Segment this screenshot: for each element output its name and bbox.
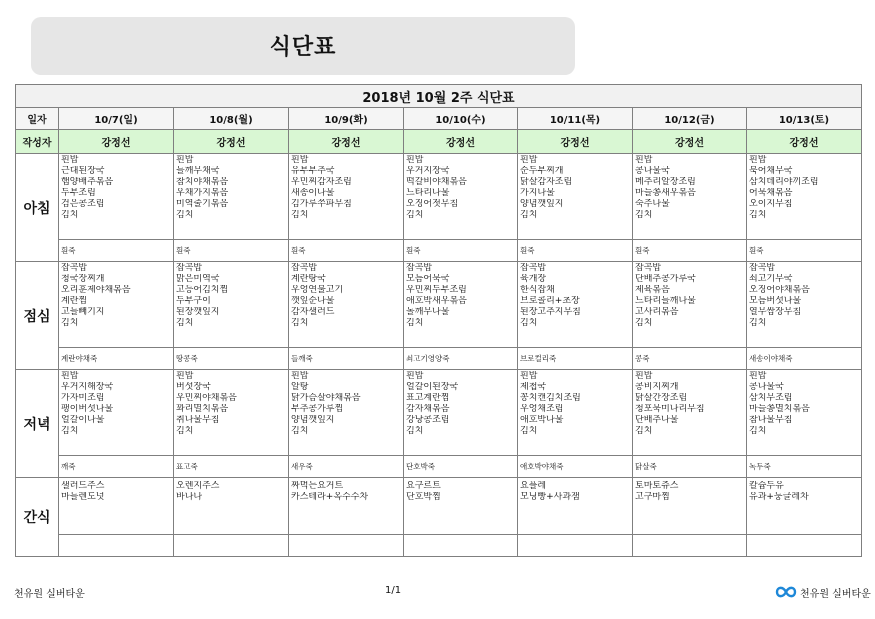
menu-cell xyxy=(59,262,174,348)
menu-item: 꽈리멸치볶음 xyxy=(176,403,229,414)
date-row xyxy=(16,108,862,130)
menu-item: 흰밥 xyxy=(749,371,767,381)
logo-text: 천유원 실버타운 xyxy=(800,588,871,600)
menu-item: 삼치데리야끼조림 xyxy=(749,176,819,187)
porridge-cell: 브로컬리죽 xyxy=(518,348,633,370)
porridge-cell: 흰죽 xyxy=(518,240,633,262)
menu-cell xyxy=(518,262,633,348)
menu-item: 단배추나물 xyxy=(635,414,679,425)
menu-item: 김치 xyxy=(176,209,194,220)
menu-item: 흰밥 xyxy=(520,155,538,165)
date-cell: 10/13(토) xyxy=(747,108,862,130)
menu-item: 알탕 xyxy=(291,381,309,392)
menu-item: 고사리볶음 xyxy=(635,306,679,317)
menu-table xyxy=(15,84,862,557)
menu-item: 된장고추지무침 xyxy=(520,306,581,317)
meal-row xyxy=(16,154,862,240)
menu-item: 두부조림 xyxy=(61,187,96,198)
menu-item: 김치 xyxy=(635,317,653,328)
menu-item: 애호박나물 xyxy=(520,414,564,425)
date-cell: 10/12(금) xyxy=(633,108,747,130)
porridge-cell: 땅콩죽 xyxy=(174,348,289,370)
writer-header: 작성자 xyxy=(16,130,59,154)
porridge-cell: 콩죽 xyxy=(633,348,747,370)
menu-item: 버섯장국 xyxy=(176,381,211,392)
menu-cell xyxy=(59,154,174,240)
menu-item: 흰밥 xyxy=(406,155,424,165)
menu-item: 양념깻잎지 xyxy=(520,198,564,209)
porridge-cell: 계란야채죽 xyxy=(59,348,174,370)
menu-item: 잡곡밥 xyxy=(61,263,88,273)
menu-item: 미역줄기볶음 xyxy=(176,198,229,209)
porridge-cell: 흰죽 xyxy=(289,240,404,262)
menu-item: 김치 xyxy=(406,317,424,328)
porridge-cell: 녹두죽 xyxy=(747,456,862,478)
menu-item: 오징어젓무침 xyxy=(406,198,459,209)
menu-item: 흰밥 xyxy=(520,371,538,381)
date-cell: 10/8(월) xyxy=(174,108,289,130)
menu-item: 메추리알장조림 xyxy=(635,176,696,187)
menu-item: 김치 xyxy=(749,209,767,220)
menu-item: 들깨무채국 xyxy=(176,165,220,176)
menu-item: 김치 xyxy=(406,209,424,220)
menu-item: 김치 xyxy=(61,209,79,220)
snack-item: 토마토쥬스 xyxy=(635,481,679,491)
porridge-cell: 흰죽 xyxy=(633,240,747,262)
menu-item: 참나물무침 xyxy=(749,414,793,425)
menu-item: 참치야채볶음 xyxy=(176,176,229,187)
porridge-cell: 흰죽 xyxy=(747,240,862,262)
menu-item: 햄양배추볶음 xyxy=(61,176,114,187)
menu-item: 청포묵미나리무침 xyxy=(635,403,705,414)
footer-org-name: 천유원 실버타운 xyxy=(14,589,85,600)
menu-item: 김치 xyxy=(520,209,538,220)
snack-cell xyxy=(59,478,174,535)
menu-cell xyxy=(59,370,174,456)
menu-item: 우거지해장국 xyxy=(61,381,114,392)
snack-cell xyxy=(174,478,289,535)
snack-item: 유과+둥글레차 xyxy=(749,491,809,502)
snack-item: 칼슘두유 xyxy=(749,481,784,491)
menu-item: 순두부찌개 xyxy=(520,165,564,176)
menu-cell xyxy=(174,370,289,456)
menu-item: 가자미조림 xyxy=(61,392,105,403)
writer-cell: 강정선 xyxy=(633,130,747,154)
menu-item: 느타리들깨나물 xyxy=(635,295,696,306)
menu-item: 잡곡밥 xyxy=(520,263,547,273)
menu-cell xyxy=(633,154,747,240)
menu-item: 잡곡밥 xyxy=(635,263,662,273)
menu-item: 검은콩조림 xyxy=(61,198,105,209)
menu-cell xyxy=(747,154,862,240)
writer-row xyxy=(16,130,862,154)
menu-item: 근대된장국 xyxy=(61,165,105,176)
porridge-cell: 표고죽 xyxy=(174,456,289,478)
menu-item: 숙주나물 xyxy=(635,198,670,209)
menu-item: 닭살간장조림 xyxy=(635,392,688,403)
porridge-row xyxy=(16,456,862,478)
menu-item: 김치 xyxy=(749,425,767,436)
menu-item: 맑은미역국 xyxy=(176,273,220,284)
empty-cell xyxy=(404,535,518,557)
menu-item: 새송이나물 xyxy=(291,187,335,198)
menu-item: 느타리나물 xyxy=(406,187,450,198)
menu-item: 돌깨무나물 xyxy=(406,306,450,317)
empty-cell xyxy=(518,535,633,557)
menu-item: 김치 xyxy=(176,317,194,328)
menu-item: 모듬버섯나물 xyxy=(749,295,802,306)
menu-item: 단배추콩가루국 xyxy=(635,273,696,284)
porridge-cell: 흰죽 xyxy=(404,240,518,262)
snack-row xyxy=(16,478,862,535)
page-number: 1/1 xyxy=(385,585,402,596)
footer-logo xyxy=(775,581,871,603)
writer-cell: 강정선 xyxy=(59,130,174,154)
meal-label: 저녁 xyxy=(16,370,59,478)
menu-item: 김치 xyxy=(291,425,309,436)
menu-item: 우민찌야채볶음 xyxy=(176,392,237,403)
writer-cell: 강정선 xyxy=(518,130,633,154)
menu-item: 오리훈제야채볶음 xyxy=(61,284,131,295)
date-cell: 10/7(일) xyxy=(59,108,174,130)
menu-item: 김치 xyxy=(635,425,653,436)
menu-cell xyxy=(404,370,518,456)
menu-cell xyxy=(404,262,518,348)
menu-item: 떡갈비야채볶음 xyxy=(406,176,467,187)
banner-row xyxy=(16,85,862,108)
menu-item: 고등어김치찜 xyxy=(176,284,229,295)
snack-item: 마들렌도넛 xyxy=(61,491,105,502)
menu-item: 흰밥 xyxy=(61,155,79,165)
menu-item: 우민찌두부조림 xyxy=(406,284,467,295)
menu-item: 표고계란찜 xyxy=(406,392,450,403)
menu-item: 육개장 xyxy=(520,273,547,284)
menu-item: 흰밥 xyxy=(291,371,309,381)
menu-item: 양념깻잎지 xyxy=(291,414,335,425)
menu-cell xyxy=(289,370,404,456)
menu-item: 김치 xyxy=(520,317,538,328)
menu-item: 김치 xyxy=(61,425,79,436)
menu-item: 우엉채조림 xyxy=(520,403,564,414)
menu-item: 부추콩가루찜 xyxy=(291,403,344,414)
menu-item: 마늘쫑멸치볶음 xyxy=(749,403,810,414)
menu-item: 흰밥 xyxy=(176,155,194,165)
menu-item: 얼갈이나물 xyxy=(61,414,105,425)
writer-cell: 강정선 xyxy=(174,130,289,154)
menu-cell xyxy=(174,154,289,240)
snack-cell xyxy=(289,478,404,535)
menu-item: 콩나물국 xyxy=(749,381,784,392)
snack-item: 모닝빵+사과잼 xyxy=(520,491,580,502)
menu-cell xyxy=(747,262,862,348)
date-cell: 10/10(수) xyxy=(404,108,518,130)
writer-cell: 강정선 xyxy=(404,130,518,154)
snack-item: 샐러드주스 xyxy=(61,481,105,491)
snack-item: 바나나 xyxy=(176,491,203,502)
porridge-cell: 애호박야채죽 xyxy=(518,456,633,478)
menu-item: 김치 xyxy=(635,209,653,220)
menu-item: 강낭콩조림 xyxy=(406,414,450,425)
menu-item: 김치 xyxy=(749,317,767,328)
menu-item: 북어채무국 xyxy=(749,165,793,176)
menu-cell xyxy=(633,262,747,348)
menu-item: 잡곡밥 xyxy=(406,263,433,273)
menu-item: 팽이버섯나물 xyxy=(61,403,114,414)
snack-cell xyxy=(404,478,518,535)
empty-cell xyxy=(289,535,404,557)
date-cell: 10/9(화) xyxy=(289,108,404,130)
menu-cell xyxy=(747,370,862,456)
menu-item: 우채가지볶음 xyxy=(176,187,229,198)
menu-item: 얼갈이된장국 xyxy=(406,381,459,392)
porridge-cell: 단호박죽 xyxy=(404,456,518,478)
snack-item: 짜먹는요거트 xyxy=(291,481,344,491)
porridge-cell: 들깨죽 xyxy=(289,348,404,370)
menu-item: 제첩국 xyxy=(520,381,547,392)
menu-item: 잡곡밥 xyxy=(176,263,203,273)
menu-item: 김치 xyxy=(61,317,79,328)
menu-item: 청국장찌개 xyxy=(61,273,105,284)
porridge-cell: 새송이야채죽 xyxy=(747,348,862,370)
menu-item: 애호박새우볶음 xyxy=(406,295,467,306)
snack-item: 요구르트 xyxy=(406,481,441,491)
menu-item: 흰밥 xyxy=(406,371,424,381)
menu-item: 잡곡밥 xyxy=(749,263,776,273)
menu-item: 김치 xyxy=(176,425,194,436)
menu-cell xyxy=(289,154,404,240)
snack-cell xyxy=(518,478,633,535)
menu-item: 브로콜리+초장 xyxy=(520,295,580,306)
empty-cell xyxy=(633,535,747,557)
empty-cell xyxy=(747,535,862,557)
menu-item: 모듬어묵국 xyxy=(406,273,450,284)
menu-cell xyxy=(518,154,633,240)
menu-cell xyxy=(289,262,404,348)
table-banner: 2018년 10월 2주 식단표 xyxy=(16,85,862,108)
title-box xyxy=(31,17,575,75)
snack-item: 카스테라+옥수수차 xyxy=(291,491,369,502)
menu-item: 마늘쫑새우볶음 xyxy=(635,187,696,198)
menu-item: 취나물무침 xyxy=(176,414,220,425)
menu-item: 오이지무침 xyxy=(749,198,793,209)
menu-item: 가지나물 xyxy=(520,187,555,198)
menu-item: 흰밥 xyxy=(176,371,194,381)
menu-cell xyxy=(404,154,518,240)
snack-extra-row xyxy=(16,535,862,557)
infinity-logo-icon xyxy=(775,581,797,603)
snack-item: 오렌지주스 xyxy=(176,481,220,491)
menu-item: 흰밥 xyxy=(61,371,79,381)
porridge-row xyxy=(16,240,862,262)
menu-item: 두부구이 xyxy=(176,295,211,306)
meal-label: 점심 xyxy=(16,262,59,370)
menu-item: 흰밥 xyxy=(749,155,767,165)
menu-item: 깻잎순나물 xyxy=(291,295,335,306)
empty-cell xyxy=(174,535,289,557)
menu-item: 오징어야채볶음 xyxy=(749,284,810,295)
menu-item: 콩나물국 xyxy=(635,165,670,176)
writer-cell: 강정선 xyxy=(289,130,404,154)
menu-item: 삼치무조림 xyxy=(749,392,793,403)
menu-item: 김치 xyxy=(406,425,424,436)
menu-item: 닭가슴살야채볶음 xyxy=(291,392,361,403)
date-header: 일자 xyxy=(16,108,59,130)
menu-item: 김치 xyxy=(291,317,309,328)
porridge-cell: 새우죽 xyxy=(289,456,404,478)
menu-item: 제육볶음 xyxy=(635,284,670,295)
menu-item: 흰밥 xyxy=(635,155,653,165)
menu-item: 어묵채볶음 xyxy=(749,187,793,198)
menu-item: 감자채볶음 xyxy=(406,403,450,414)
page-title: 식단표 xyxy=(269,35,337,60)
menu-item: 잡곡밥 xyxy=(291,263,318,273)
menu-item: 우엉연불고기 xyxy=(291,284,344,295)
menu-item: 흰밥 xyxy=(635,371,653,381)
porridge-cell: 닭살죽 xyxy=(633,456,747,478)
menu-item: 김가루쭈파무침 xyxy=(291,198,352,209)
porridge-cell: 깨죽 xyxy=(59,456,174,478)
snack-item: 요플레 xyxy=(520,481,547,491)
menu-item: 한식잡채 xyxy=(520,284,555,295)
snack-cell xyxy=(747,478,862,535)
menu-item: 콩비지찌개 xyxy=(635,381,679,392)
menu-item: 열무쌈장무침 xyxy=(749,306,802,317)
snack-item: 고구마찜 xyxy=(635,491,670,502)
menu-item: 계란탕국 xyxy=(291,273,326,284)
menu-item: 계란찜 xyxy=(61,295,88,306)
menu-item: 우민찌감자조림 xyxy=(291,176,352,187)
menu-cell xyxy=(518,370,633,456)
menu-item: 김치 xyxy=(520,425,538,436)
porridge-cell: 흰죽 xyxy=(174,240,289,262)
meal-row xyxy=(16,262,862,348)
empty-cell xyxy=(59,535,174,557)
writer-cell: 강정선 xyxy=(747,130,862,154)
menu-item: 유부부추국 xyxy=(291,165,335,176)
meal-label: 아침 xyxy=(16,154,59,262)
porridge-cell: 쇠고기영양죽 xyxy=(404,348,518,370)
menu-item: 쇠고기무국 xyxy=(749,273,793,284)
porridge-cell: 흰죽 xyxy=(59,240,174,262)
date-cell: 10/11(목) xyxy=(518,108,633,130)
snack-cell xyxy=(633,478,747,535)
menu-item: 닭살감자조림 xyxy=(520,176,573,187)
snack-item: 단호박찜 xyxy=(406,491,441,502)
menu-item: 된장깻잎지 xyxy=(176,306,220,317)
menu-item: 고들빼기지 xyxy=(61,306,105,317)
menu-item: 감자샐러드 xyxy=(291,306,335,317)
menu-item: 꽁치캔김치조림 xyxy=(520,392,581,403)
menu-item: 김치 xyxy=(291,209,309,220)
menu-item: 흰밥 xyxy=(291,155,309,165)
meal-row xyxy=(16,370,862,456)
menu-cell xyxy=(633,370,747,456)
porridge-row xyxy=(16,348,862,370)
meal-label: 간식 xyxy=(16,478,59,557)
menu-cell xyxy=(174,262,289,348)
menu-item: 우거지장국 xyxy=(406,165,450,176)
menu-body xyxy=(16,154,862,557)
